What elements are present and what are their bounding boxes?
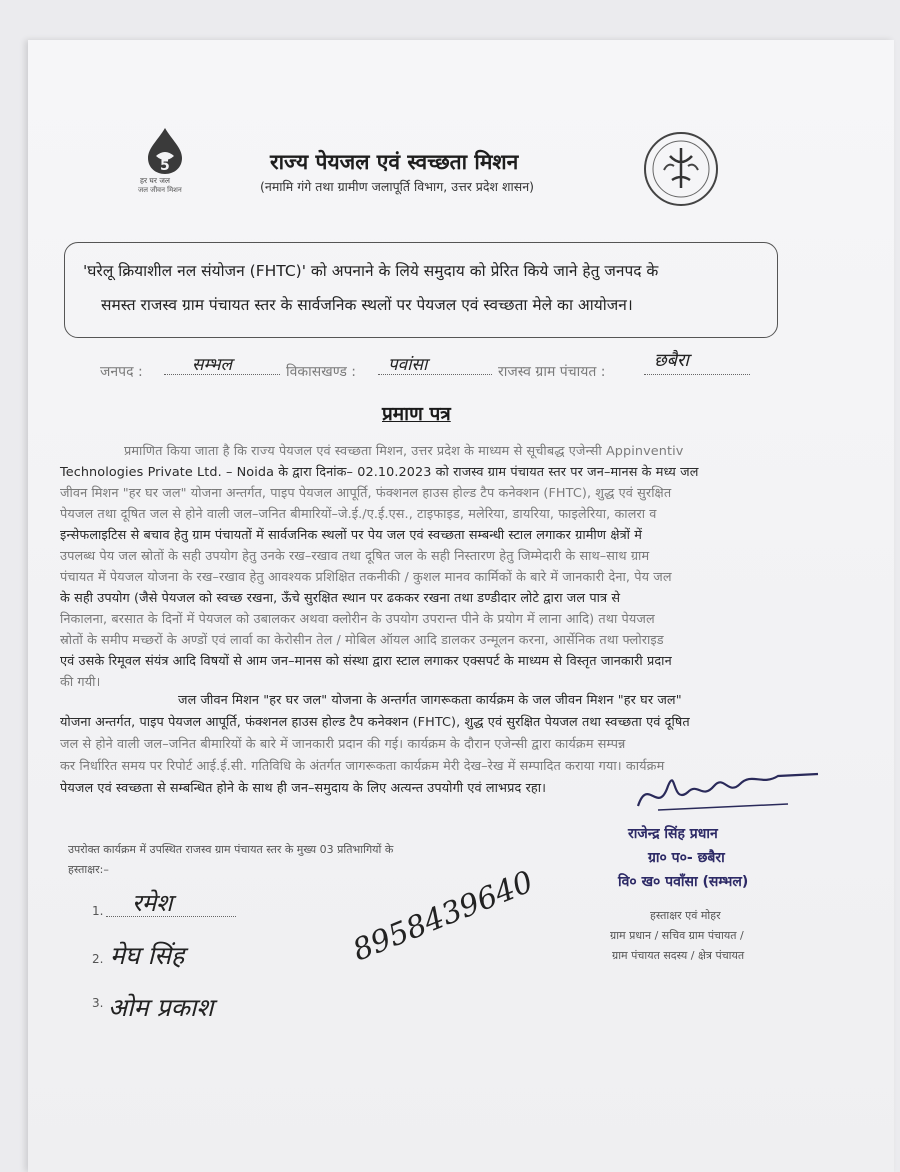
banner-line-2: समस्त राजस्व ग्राम पंचायत स्तर के सार्वजनिक स्थलों पर पेयजल एवं स्वच्छता मेले का आयोजन। <box>101 296 633 314</box>
paragraph1-line: के सही उपयोग (जैसे पेयजल को स्वच्छ रखना, ऊँचे सुरक्षित स्थान पर ढककर रखना तथा डण्डीदार लोटे द्वारा जल पात्र से <box>60 591 621 606</box>
document-page <box>28 40 894 1172</box>
paragraph1-line: स्रोतों के समीप मच्छरों के अण्डों एवं लार्वा का केरोसीन तेल / मोबिल ऑयल आदि डालकर उन्मूलन करना, आर्सेनिक तथा फ्लोराइड <box>60 633 664 648</box>
village-field-line <box>644 374 750 375</box>
participant-number: 1. <box>92 904 104 918</box>
event-banner <box>64 242 778 338</box>
pradhan-signature <box>628 756 828 820</box>
paragraph1-line: एवं उसके रिमूवल संयंत्र आदि विषयों से आम जन–मानस को संस्था द्वारा स्टाल लगाकर एक्सपर्ट के माध्यम से विस्तृत जानकारी प्रदान <box>60 654 672 669</box>
participant-name: ओम प्रकाश <box>108 993 214 1022</box>
up-government-emblem <box>642 130 720 208</box>
paragraph1-line: Technologies Private Ltd. – Noida के द्वारा दिनांक– 02.10.2023 को राजस्व ग्राम पंचायत स्तर पर जन–मानस के मध्य जल <box>60 465 699 480</box>
paragraph1-line: उपलब्ध पेय जल स्रोतों के सही उपयोग हेतु उनके रख–रखाव तथा दूषित जल के सही निस्तारण हेतु जिम्मेदारी के साथ–साथ ग्राम <box>60 549 650 564</box>
district-value: सम्भल <box>192 355 233 375</box>
signature-caption-3: ग्राम पंचायत सदस्य / क्षेत्र पंचायत <box>612 949 745 962</box>
paragraph1-line: पेयजल तथा दूषित जल से होने वाली जल–जनित बीमारियों–जे.ई./ए.ई.एस., टाइफाइड, मलेरिया, डायरिया, फाइलेरिया, कालरा व <box>60 507 657 522</box>
jal-jeevan-mission-logo <box>138 126 192 202</box>
district-label: जनपद : <box>100 364 143 380</box>
page-subtitle: (नमामि गंगे तथा ग्रामीण जलापूर्ति विभाग, उत्तर प्रदेश शासन) <box>260 179 535 194</box>
banner-line-1: 'घरेलू क्रियाशील नल संयोजन (FHTC)' को अपनाने के लिये समुदाय को प्रेरित किये जाने हेतु जनपद के <box>83 262 659 280</box>
svg-text:5: 5 <box>160 158 170 174</box>
paragraph1-line: निकालना, बरसात के दिनों में पेयजल को उबालकर अथवा क्लोरीन के उपयोग उपरान्त पीने के प्रयोग में लाना आदि) तथा पेयजल <box>60 612 655 627</box>
block-label: विकासखण्ड : <box>286 364 357 380</box>
participants-intro-2: हस्ताक्षर:– <box>68 863 109 876</box>
participant-name: रमेश <box>132 889 173 917</box>
village-label: राजस्व ग्राम पंचायत : <box>498 364 606 380</box>
participants-intro-1: उपरोक्त कार्यक्रम में उपस्थित राजस्व ग्राम पंचायत स्तर के मुख्य 03 प्रतिभागियों के <box>68 843 394 856</box>
paragraph2-line: योजना अन्तर्गत, पाइप पेयजल आपूर्ति, फंक्शनल हाउस होल्ड टैप कनेक्शन (FHTC), शुद्ध एवं सुरक्षित पेयजल तथा स्वच्छता एवं दूषित <box>60 715 690 730</box>
signature-caption-1: हस्ताक्षर एवं मोहर <box>650 909 721 922</box>
stamp-line-2: ग्रा० प०- छबैरा <box>648 850 725 866</box>
page-title: राज्य पेयजल एवं स्वच्छता मिशन <box>270 150 519 174</box>
paragraph1-line: की गयी। <box>60 675 101 690</box>
participant-number: 2. <box>92 952 104 966</box>
paragraph2-line: जल से होने वाली जल–जनित बीमारियों के बारे में जानकारी प्रदान की गई। कार्यक्रम के दौरान एजेन्सी द्वारा कार्यक्रम सम्पन्न <box>60 737 626 752</box>
certificate-heading: प्रमाण पत्र <box>382 403 451 425</box>
paragraph1-line: प्रमाणित किया जाता है कि राज्य पेयजल एवं स्वच्छता मिशन, उत्तर प्रदेश के माध्यम से सूचीबद्ध एजेन्सी Appinventiv <box>124 444 684 459</box>
paragraph1-line: इन्सेफलाइटिस से बचाव हेतु ग्राम पंचायतों में सार्वजनिक स्थलों पर पेय जल एवं स्वच्छता सम्बन्धी स्टाल लगाकर ग्रामीण क्षेत्रों में <box>60 528 643 543</box>
signature-caption-2: ग्राम प्रधान / सचिव ग्राम पंचायत / <box>610 929 744 942</box>
block-value: पवांसा <box>388 355 428 375</box>
handwritten-phone-number: 8958439640 <box>348 864 539 969</box>
paragraph1-line: पंचायत में पेयजल योजना के रख–रखाव हेतु आवश्यक प्रशिक्षित तकनीकी / कुशल मानव कार्मिकों के बारे में जानकारी देना, पेय जल <box>60 570 672 585</box>
paragraph2-line: कर निर्धारित समय पर रिपोर्ट आई.ई.सी. गतिविधि के अंतर्गत जागरूकता कार्यक्रम मेरी देख–रेख में सम्पादित कराया गया। कार्यक्रम <box>60 759 665 774</box>
participant-name: मेघ सिंह <box>110 941 185 970</box>
stamp-line-1: राजेन्द्र सिंह प्रधान <box>628 826 718 842</box>
stamp-line-3: वि० ख० पवाँसा (सम्भल) <box>618 874 749 890</box>
village-value: छबैरा <box>654 350 689 371</box>
paragraph2-line: जल जीवन मिशन "हर घर जल" योजना के अन्तर्गत जागरूकता कार्यक्रम के जल जीवन मिशन "हर घर जल" <box>178 693 682 708</box>
logo-caption-2: जल जीवन मिशन <box>138 186 182 194</box>
water-drop-icon <box>138 126 192 176</box>
paragraph2-line: पेयजल एवं स्वच्छता से सम्बन्धित होने के साथ ही जन–समुदाय के लिए अत्यन्त उपयोगी एवं लाभप्रद रहा। <box>60 781 547 796</box>
emblem-icon <box>642 130 720 208</box>
logo-caption-1: हर घर जल <box>140 176 170 185</box>
paragraph1-line: जीवन मिशन "हर घर जल" योजना अन्तर्गत, पाइप पेयजल आपूर्ति, फंक्शनल हाउस होल्ड टैप कनेक्शन (FHTC), शुद्ध एवं सुरक्षित <box>60 486 672 501</box>
participant-number: 3. <box>92 996 104 1010</box>
